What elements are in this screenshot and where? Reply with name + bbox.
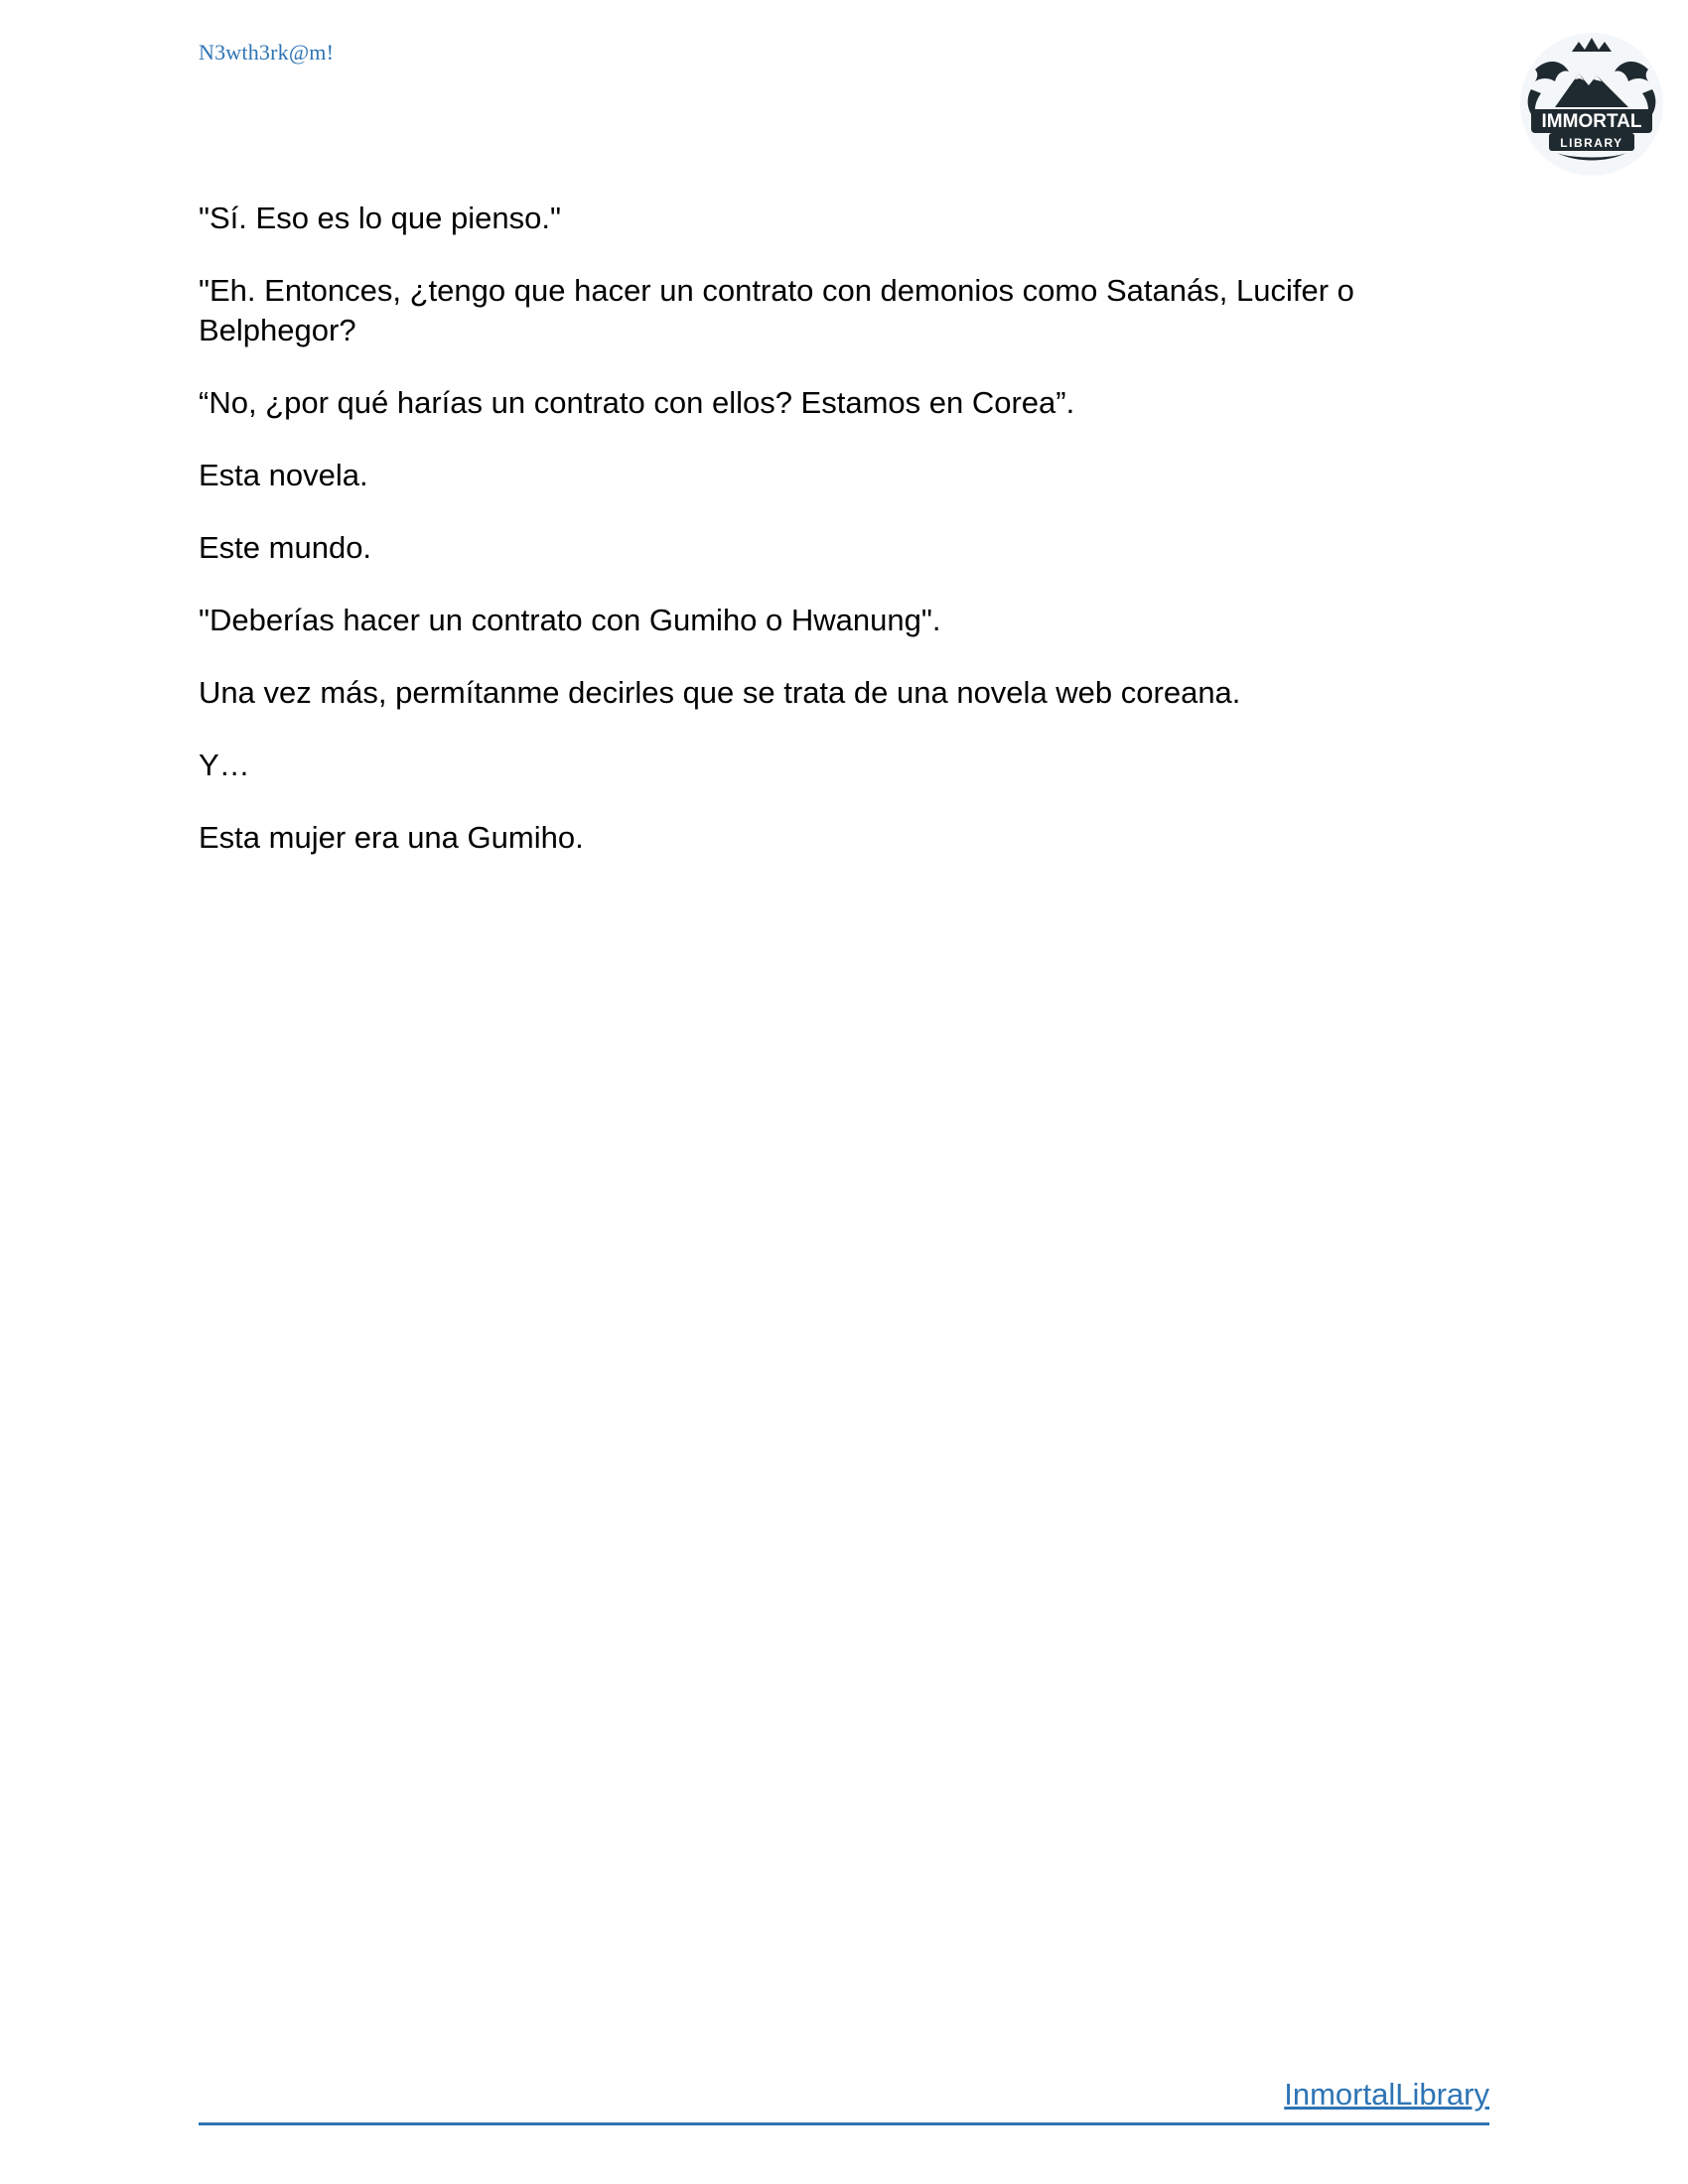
paragraph: Y… [199, 748, 250, 782]
header-author: N3wth3rk@m! [199, 40, 335, 65]
footer-rule [199, 2077, 1489, 2125]
paragraph: Esta novela. [199, 458, 368, 492]
paragraph: Una vez más, permítanme decirles que se trata de una novela web coreana. [199, 675, 1241, 710]
footer-library-link[interactable]: InmortalLibrary [1284, 2077, 1489, 2112]
paragraph: "Eh. Entonces, ¿tengo que hacer un contrato con demonios como Satanás, Lucifer o Belphegor? [199, 273, 1354, 347]
immortal-library-logo [1517, 30, 1666, 179]
paragraph: Este mundo. [199, 530, 372, 565]
chapter-body [199, 199, 1489, 890]
logo-line2: LIBRARY [1560, 136, 1623, 150]
paragraph: “No, ¿por qué harías un contrato con ellos? Estamos en Corea”. [199, 385, 1075, 420]
paragraph: "Sí. Eso es lo que pienso." [199, 201, 561, 235]
paragraph: Esta mujer era una Gumiho. [199, 820, 584, 855]
paragraph: "Deberías hacer un contrato con Gumiho o Hwanung". [199, 603, 941, 637]
logo-line1: IMMORTAL [1541, 111, 1642, 132]
